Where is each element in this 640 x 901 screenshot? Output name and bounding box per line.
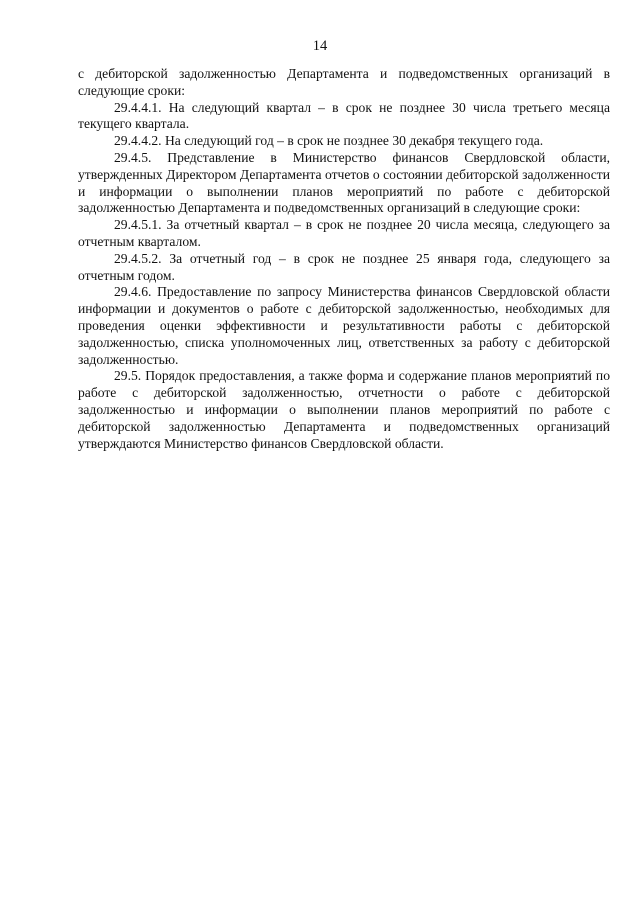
document-body bbox=[78, 66, 610, 452]
page-number: 14 bbox=[312, 38, 328, 54]
paragraph-29-4-4-2: 29.4.4.2. На следующий год – в срок не позднее 30 декабря текущего года. bbox=[114, 133, 544, 149]
paragraph-29-4-4-1: 29.4.4.1. На следующий квартал – в срок не позднее 30 числа третьего месяца текущего квартала. bbox=[78, 99, 610, 132]
paragraph-continuation: с дебиторской задолженностью Департамента и подведомственных организаций в следующие сроки: bbox=[78, 66, 610, 98]
paragraph-29-4-6: 29.4.6. Предоставление по запросу Министерства финансов Свердловской области информации и документов о работе с дебиторской задолженностью, необходимых для проведения оценки эффективности и результативности работы с дебиторской задолженностью, списка уполномоченных лиц, ответственных за работу с дебиторской задолженностью. bbox=[78, 284, 610, 367]
paragraph-29-4-5-1: 29.4.5.1. За отчетный квартал – в срок не позднее 20 числа месяца, следующего за отчетным кварталом. bbox=[78, 217, 610, 249]
paragraph-29-4-5: 29.4.5. Представление в Министерство финансов Свердловской области, утвержденных Директором Департамента отчетов о состоянии дебиторской задолженности и информации о выполнении планов мероприятий по работе с дебиторской задолженностью Департамента и подведомственных организаций в следующие сроки: bbox=[78, 149, 610, 216]
paragraph-29-4-5-2: 29.4.5.2. За отчетный год – в срок не позднее 25 января года, следующего за отчетным годом. bbox=[78, 250, 610, 283]
paragraph-29-5: 29.5. Порядок предоставления, а также форма и содержание планов мероприятий по работе с дебиторской задолженностью, отчетности о работе с дебиторской задолженностью и информации о выполнении планов мероприятий по работе с дебиторской задолженностью Департамента и подведомственных организаций утверждаются Министерство финансов Свердловской области. bbox=[78, 368, 610, 451]
